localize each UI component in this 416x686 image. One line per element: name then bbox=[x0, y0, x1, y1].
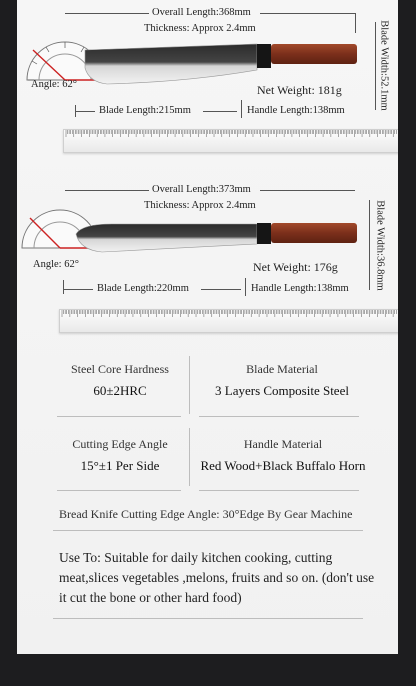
use-to-description: Use To: Suitable for daily kitchen cooking, cutting meat,slices vegetables ,melons, fruits and so on. (don't use it cut the bone or other hard food) bbox=[59, 550, 375, 605]
product-spec-panel bbox=[17, 0, 398, 654]
overall-dim-line-right-2 bbox=[260, 190, 355, 191]
spec-handle-value: Red Wood+Black Buffalo Horn bbox=[200, 458, 366, 473]
overall-dim-line-left bbox=[65, 13, 149, 14]
blade-dim-line-left bbox=[75, 111, 95, 112]
spec-hardness-value: 60±2HRC bbox=[93, 383, 147, 398]
overall-dim-line-right bbox=[260, 13, 355, 14]
bread-knife-edge-note: Bread Knife Cutting Edge Angle: 30°Edge By Gear Machine bbox=[59, 507, 353, 521]
knife2-bread-knife-image bbox=[72, 220, 362, 256]
knife1-angle: Angle: 62° bbox=[31, 79, 77, 90]
knife1-chef-knife-image bbox=[77, 38, 367, 88]
knife2-blade-length: Blade Length:220mm bbox=[97, 283, 189, 294]
ruler-ticks-1 bbox=[64, 130, 398, 152]
spec-divider-v2 bbox=[189, 428, 190, 486]
bottom-divider bbox=[53, 618, 363, 619]
knife1-blade-length: Blade Length:215mm bbox=[99, 105, 191, 116]
blade-dim-line-left-2 bbox=[63, 289, 93, 290]
overall-dim-tick bbox=[355, 13, 356, 33]
blade-dim-line-right-2 bbox=[201, 289, 241, 290]
spec-edge-value: 15°±1 Per Side bbox=[80, 458, 160, 473]
knife2-ruler bbox=[59, 309, 398, 333]
overall-dim-line-left-2 bbox=[65, 190, 149, 191]
knife2-net-weight: Net Weight: 176g bbox=[253, 260, 338, 274]
knife1-thickness: Thickness: Approx 2.4mm bbox=[144, 23, 256, 34]
knife1-net-weight: Net Weight: 181g bbox=[257, 83, 342, 97]
knife2-handle-length: Handle Length:138mm bbox=[251, 283, 349, 294]
knife1-handle-length: Handle Length:138mm bbox=[247, 105, 345, 116]
note-divider bbox=[53, 530, 363, 531]
knife2-angle: Angle: 62° bbox=[33, 259, 79, 270]
spec-handle-title: Handle Material bbox=[243, 437, 323, 451]
spec-hardness bbox=[50, 362, 190, 399]
spec-material-title: Blade Material bbox=[246, 362, 318, 376]
blade-dim-line-right bbox=[203, 111, 237, 112]
spec-hardness-title: Steel Core Hardness bbox=[71, 362, 169, 376]
knife1-overall-length: Overall Length:368mm bbox=[152, 7, 251, 18]
spec-divider-h2 bbox=[199, 416, 359, 417]
spec-edge-title: Cutting Edge Angle bbox=[72, 437, 168, 451]
spec-material bbox=[197, 362, 367, 399]
blade-width-line bbox=[375, 22, 376, 110]
spec-divider-v1 bbox=[189, 356, 190, 414]
blade-width-line-2 bbox=[369, 200, 370, 290]
knife2-thickness: Thickness: Approx 2.4mm bbox=[144, 200, 256, 211]
knife2-blade-width: Blade Width:36.8mm bbox=[374, 200, 386, 291]
ruler-ticks-2 bbox=[60, 310, 398, 332]
blade-dim-tick-left-2 bbox=[63, 280, 64, 294]
spec-handle-material bbox=[193, 437, 373, 474]
knife2-overall-length: Overall Length:373mm bbox=[152, 184, 251, 195]
spec-divider-h3 bbox=[57, 490, 181, 491]
spec-material-value: 3 Layers Composite Steel bbox=[215, 383, 349, 398]
knife1-ruler bbox=[63, 129, 398, 153]
spec-edge-angle bbox=[50, 437, 190, 474]
knife1-blade-width: Blade Width:52.1mm bbox=[378, 20, 390, 111]
spec-divider-h4 bbox=[199, 490, 359, 491]
spec-divider-h1 bbox=[57, 416, 181, 417]
blade-handle-divider-2 bbox=[245, 278, 246, 296]
blade-handle-divider bbox=[241, 100, 242, 118]
